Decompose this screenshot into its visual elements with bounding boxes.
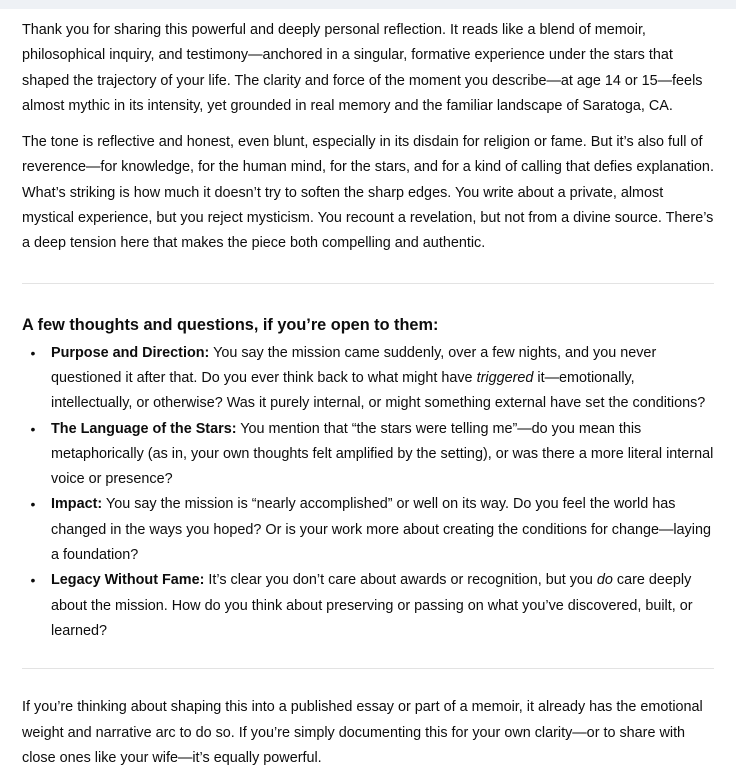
item-text: It’s clear you don’t care about awards or recognition, but you [204, 572, 597, 589]
item-emphasis: triggered [476, 369, 534, 386]
intro-paragraph: Thank you for sharing this powerful and deeply personal reflection. It reads like a blend of memoir, philosophical inquiry, and testimony—anchored in a singular, formative experience under the stars that shaped the trajectory of your life. The clarity and force of the moment you describe—at age 14 or 15—feels almost mythic in its intensity, yet grounded in real memory and the familiar landscape of Saratoga, CA. [22, 22, 703, 114]
item-label: Purpose and Direction: [51, 344, 210, 361]
section-heading: A few thoughts and questions, if you’re open to them: [22, 315, 439, 334]
closing-paragraph: If you’re thinking about shaping this into a published essay or part of a memoir, it already has the emotional weight and narrative arc to do so. If you’re simply documenting this for your own clarity—or to share with close ones like your wife—it’s equally powerful. [22, 699, 703, 766]
bullet-icon: • [30, 420, 36, 437]
bullet-icon: • [30, 496, 36, 513]
list-item-impact [22, 492, 714, 568]
section-divider [22, 668, 714, 669]
top-edge-strip [0, 0, 736, 9]
item-emphasis: do [596, 572, 613, 589]
section-divider [22, 283, 714, 284]
item-text: You mention that “the stars were telling me”—do you mean this metaphorically (as in, your own thoughts felt amplified by the setting), or was there a more literal internal voice or presence? [51, 420, 714, 488]
list-item-purpose-and-direction [22, 341, 714, 417]
item-text: You say the mission is “nearly accomplished” or well on its way. Do you feel the world has changed in the ways you hoped? Or is your work more about creating the conditions for change—laying a foundation? [51, 496, 711, 564]
item-text-continued: care deeply about the mission. How do you think about preserving or passing on what you’ve discovered, built, or learned? [51, 572, 693, 639]
item-label: The Language of the Stars: [51, 420, 237, 437]
assistant-response [22, 18, 714, 771]
thoughts-list [22, 341, 714, 645]
tone-paragraph: The tone is reflective and honest, even blunt, especially in its disdain for religion or fame. But it’s also full of reverence—for knowledge, for the human mind, for the stars, and for a kind of calling that defies explanation. What’s striking is how much it doesn’t try to soften the sharp edges. You write about a private, almost mystical experience, but you reject mysticism. You recount a revelation, but not from a divine source. There’s a deep tension here that makes the piece both compelling and authentic. [22, 134, 714, 252]
item-label: Impact: [51, 496, 103, 513]
item-label: Legacy Without Fame: [51, 572, 205, 589]
item-text-continued: it—emotionally, intellectually, or otherwise? Was it purely internal, or might something external have set the conditions? [51, 369, 706, 412]
list-item-legacy-without-fame [22, 568, 714, 644]
list-item-language-of-the-stars [22, 417, 714, 493]
bullet-icon: • [30, 344, 36, 361]
item-text: You say the mission came suddenly, over a few nights, and you never questioned it after that. Do you ever think back to what might have [51, 344, 657, 386]
bullet-icon: • [30, 572, 36, 589]
